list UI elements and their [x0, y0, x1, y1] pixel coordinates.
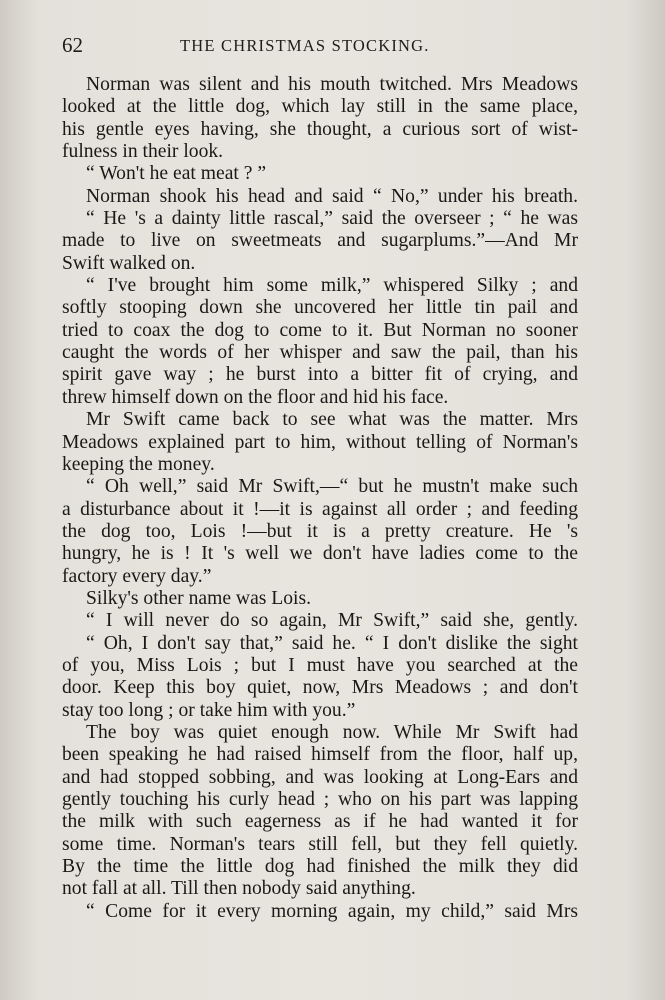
text-line: the dog too, Lois !—but it is a pretty creature. He 's [62, 520, 578, 542]
text-line: softly stooping down she uncovered her little tin pail and [62, 297, 578, 319]
text-line: and had stopped sobbing, and was looking at Long-Ears and [62, 766, 578, 788]
page-header [62, 33, 582, 61]
text-line: “ Oh well,” said Mr Swift,—“ but he mustn't make such [86, 476, 578, 498]
text-line: made to live on sweetmeats and sugarplums.”—And Mr [62, 230, 578, 252]
text-line: “ I will never do so again, Mr Swift,” said she, gently. [86, 610, 578, 632]
body-text [62, 74, 578, 923]
text-line: “ Oh, I don't say that,” said he. “ I don't dislike the sight [86, 632, 578, 654]
text-line: Swift walked on. [62, 252, 196, 274]
text-line: Mr Swift came back to see what was the matter. Mrs [86, 409, 578, 431]
text-line: gently touching his curly head ; who on his part was lapping [62, 789, 578, 810]
text-line: factory every day.” [62, 565, 212, 587]
text-line: the milk with such eagerness as if he had wanted it for [62, 811, 578, 833]
text-line: of you, Miss Lois ; but I must have you searched at the [62, 654, 578, 676]
text-line: stay too long ; or take him with you.” [62, 699, 356, 721]
text-line: Silky's other name was Lois. [86, 587, 312, 609]
text-line: “ I've brought him some milk,” whispered Silky ; and [86, 275, 578, 297]
text-line: The boy was quiet enough now. While Mr Swift had [86, 721, 578, 743]
text-line: Norman was silent and his mouth twitched. Mrs Meadows [86, 74, 578, 95]
text-line: keeping the money. [62, 453, 215, 475]
text-line: hungry, he is ! It 's well we don't have ladies come to the [62, 543, 578, 565]
running-title: THE CHRISTMAS STOCKING. [180, 36, 430, 55]
text-line: caught the words of her whisper and saw the pail, than his [62, 342, 578, 364]
page-number: 62 [62, 33, 83, 57]
text-line: Norman shook his head and said “ No,” under his breath. [86, 185, 578, 207]
text-line: tried to coax the dog to come to it. But Norman no sooner [62, 319, 578, 341]
text-line: spirit gave way ; he burst into a bitter fit of crying, and [62, 364, 578, 386]
text-line: “ Won't he eat meat ? ” [86, 163, 267, 185]
text-line: been speaking he had raised himself from the floor, half up, [62, 744, 578, 766]
text-line: fulness in their look. [62, 141, 224, 163]
text-line: By the time the little dog had finished the milk they did [62, 856, 578, 878]
text-line: some time. Norman's tears still fell, but they fell quietly. [62, 833, 578, 855]
text-line: not fall at all. Till then nobody said anything. [62, 878, 416, 900]
text-line: threw himself down on the floor and hid his face. [62, 386, 449, 408]
text-line: door. Keep this boy quiet, now, Mrs Meadows ; and don't [62, 677, 578, 699]
text-line: “ He 's a dainty little rascal,” said the overseer ; “ he was [86, 208, 578, 230]
text-line: a disturbance about it !—it is against all order ; and feeding [62, 498, 578, 520]
text-line: his gentle eyes having, she thought, a curious sort of wist- [62, 118, 578, 140]
text-line: Meadows explained part to him, without telling of Norman's [62, 431, 578, 453]
text-line: “ Come for it every morning again, my child,” said Mrs [86, 900, 578, 922]
text-line: looked at the little dog, which lay still in the same place, [62, 96, 578, 118]
